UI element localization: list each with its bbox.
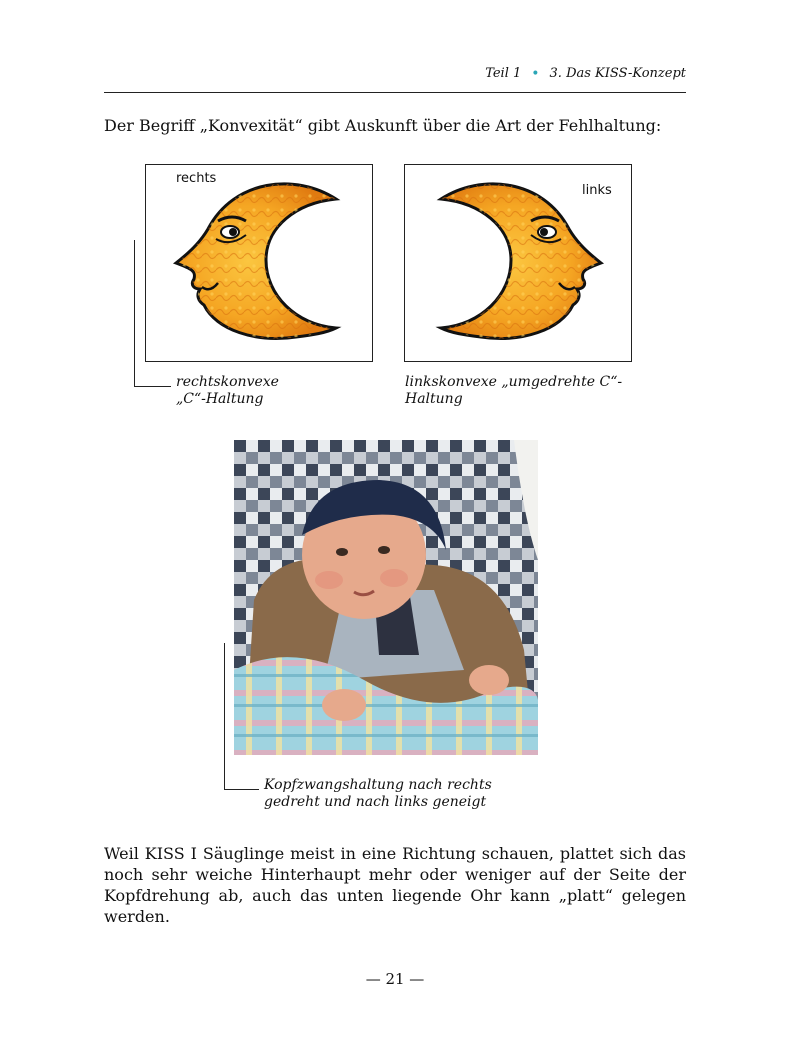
caption-rechtskonvexe [176,374,386,408]
baby-photo [234,440,538,755]
intro-paragraph: Der Begriff „Konvexität“ gibt Auskunft über die Art der Fehlhaltung: [104,116,662,135]
caption-line: Kopfzwangshaltung nach rechts [264,777,492,793]
panel-label-links: links [582,183,612,198]
running-header [104,66,686,93]
header-bullet-icon: • [531,66,540,82]
caption-line: linkskonvexe „umgedrehte C“- [405,374,623,390]
moon-figure-right-convex [145,164,373,362]
page-number: — 21 — [365,970,425,988]
caption-linkskonvexe [405,374,655,408]
caption-leader-line [134,240,171,387]
moon-figure-left-convex [404,164,632,362]
header-chapter: 3. Das KISS-Konzept [549,66,686,81]
header-part: Teil 1 [485,66,522,81]
panel-label-rechts: rechts [176,171,217,186]
body-paragraph: Weil KISS I Säuglinge meist in eine Richtung schauen, plattet sich das noch sehr weiche Hinterhaupt mehr oder weniger auf der Seite der Kopfdrehung ab, auch das unten liegende Ohr kann „platt“ gelegen werden. [104,844,686,926]
caption-leader-line [224,643,259,790]
caption-line: gedreht und nach links geneigt [264,794,487,810]
caption-line: Haltung [405,391,463,407]
caption-photo [264,777,564,811]
caption-line: rechtskonvexe [176,374,279,390]
crescent-moon-face-icon [146,165,372,361]
baby-in-car-seat-image [234,440,538,755]
caption-line: „C“-Haltung [176,391,264,407]
